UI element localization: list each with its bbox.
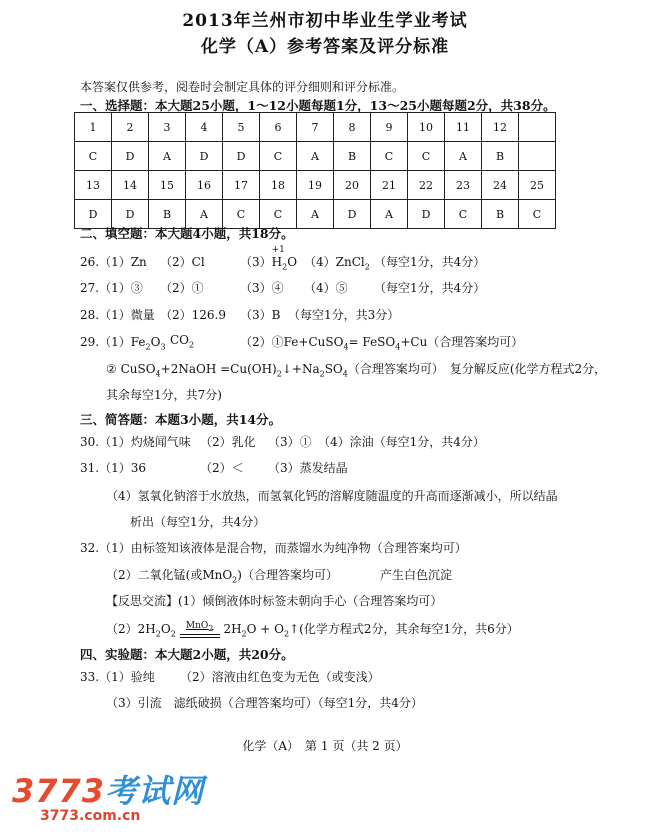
q28-part3: （3）B [240, 308, 281, 322]
answer-cell: D [408, 200, 445, 229]
answer-cell: D [112, 200, 149, 229]
answer-cell: C [260, 142, 297, 171]
question-number-cell: 13 [75, 171, 112, 200]
question-number-cell: 11 [445, 113, 482, 142]
q30-part4: （4）涂油（每空1分，共4分） [318, 435, 485, 449]
choice-answer-table [74, 112, 556, 229]
section2-title: 二、填空题：本大题4小题，共18分。 [80, 226, 294, 241]
q31-score: 析出（每空1分，共4分） [130, 515, 266, 529]
answer-cell: B [482, 142, 519, 171]
q32-part2b: 产生白色沉淀 [380, 568, 453, 582]
answer-cell: A [371, 200, 408, 229]
q30-part3: （3）① [268, 435, 312, 449]
q27-part4: （4）⑤ [304, 281, 348, 295]
q28-part1: 28.（1）微量 [80, 308, 155, 322]
q31-part3: （3）蒸发结晶 [268, 461, 348, 475]
question-number-cell: 6 [260, 113, 297, 142]
q29-part2: （2）①Fe+CuSO$_4$= FeSO$_4$+Cu（合理答案均可） [240, 335, 524, 352]
section1-title: 一、选择题：本大题25小题，1～12小题每题1分，13～25小题每题2分，共38分。 [80, 98, 556, 113]
q29-part2-equation: ② CuSO$_4$+2NaOH $=Cu(OH)_2↓+Na_2SO_4$（合理答案均可） 复分解反应(化学方程式2分， [106, 362, 607, 379]
answer-cell: C [223, 200, 260, 229]
question-number-cell: 14 [112, 171, 149, 200]
q32-equation: $(2)2H_2O_2$ MnO$_2$ $2H_2O$ + $O_2↑$(化学方程式2分，其余每空1分，共6分） [106, 620, 519, 639]
q28-part2: （2）126.9 [160, 308, 226, 322]
answer-cell: D [334, 200, 371, 229]
answer-cell: C [445, 200, 482, 229]
answer-cell: C [408, 142, 445, 171]
question-number-cell: 10 [408, 113, 445, 142]
q28-score: （每空1分，共3分） [288, 308, 400, 322]
answer-cell: D [186, 142, 223, 171]
answer-cell: D [223, 142, 260, 171]
answer-cell: A [149, 142, 186, 171]
question-number-cell: 9 [371, 113, 408, 142]
question-number-cell: 8 [334, 113, 371, 142]
answer-cell: D [75, 200, 112, 229]
q33-part2: （2）溶液由红色变为无色（或变浅） [180, 670, 380, 684]
reaction-condition: MnO$_2$ [180, 621, 220, 639]
watermark-url: 3773.com.cn [40, 808, 141, 824]
answer-cell: C [75, 142, 112, 171]
q33-part1: 33.（1）验纯 [80, 670, 155, 684]
section4-title: 四、实验题：本大题2小题，共20分。 [80, 647, 294, 662]
question-number-cell: 7 [297, 113, 334, 142]
q32-reflection: 【反思交流】(1）倾倒液体时标签未朝向手心（合理答案均可） [106, 594, 443, 608]
q31-part4: （4）氢氧化钠溶于水放热，而氢氧化钙的溶解度随温度的升高而逐渐减小，所以结晶 [106, 489, 558, 503]
page-footer: 化学（A） 第 1 页（共 2 页） [242, 739, 408, 753]
q31-part1: 31.（1）36 [80, 461, 146, 475]
answer-cell: C [519, 200, 556, 229]
answer-cell: A [445, 142, 482, 171]
q32-part1: 32.（1）由标签知该液体是混合物，而蒸馏水为纯净物（合理答案均可） [80, 541, 467, 555]
table-empty-cell [519, 113, 556, 142]
q30-part2: （2）乳化 [200, 435, 256, 449]
question-number-cell: 25 [519, 171, 556, 200]
q26-score: （每空1分，共4分） [374, 255, 486, 269]
q27-part2: （2）① [160, 281, 204, 295]
q30-part1: 30.（1）灼烧闻气味 [80, 435, 191, 449]
q33-part3: （3）引流 滤纸破损（合理答案均可）（每空1分，共4分） [106, 696, 423, 710]
q29-part1: $29.(1)Fe_2O_3$ [80, 335, 166, 352]
question-number-cell: 20 [334, 171, 371, 200]
q27-score: （每空1分，共4分） [374, 281, 486, 295]
question-number-cell: 1 [75, 113, 112, 142]
question-number-cell: 17 [223, 171, 260, 200]
table-empty-cell [519, 142, 556, 171]
question-number-cell: 2 [112, 113, 149, 142]
q26-part2: （2）Cl [160, 255, 205, 269]
q27-part1: 27.（1）③ [80, 281, 143, 295]
exam-title: 2013年兰州市初中毕业生学业考试 [182, 11, 468, 31]
answer-cell: C [260, 200, 297, 229]
q29-part1b: $CO_2$ [170, 333, 195, 350]
q29-score: 其余每空1分，共7分) [106, 388, 222, 402]
q26-part4: （4）ZnCl$_2$ [304, 255, 370, 272]
answer-cell: A [297, 200, 334, 229]
answer-cell: B [482, 200, 519, 229]
question-number-cell: 12 [482, 113, 519, 142]
question-number-cell: 22 [408, 171, 445, 200]
q27-part3: （3）④ [240, 281, 284, 295]
question-number-cell: 16 [186, 171, 223, 200]
answer-cell: B [149, 200, 186, 229]
intro-note: 本答案仅供参考，阅卷时会制定具体的评分细则和评分标准。 [80, 80, 405, 94]
answer-cell: B [334, 142, 371, 171]
question-number-cell: 23 [445, 171, 482, 200]
answer-key-title: 化学（A）参考答案及评分标准 [200, 37, 450, 57]
question-number-cell: 18 [260, 171, 297, 200]
answer-cell: A [186, 200, 223, 229]
question-number-cell: 19 [297, 171, 334, 200]
answer-cell: A [297, 142, 334, 171]
question-number-cell: 3 [149, 113, 186, 142]
question-number-cell: 5 [223, 113, 260, 142]
q31-part2: （2）＜ [200, 461, 244, 475]
q26-part3: （3） +1 $H_2O$ [240, 245, 298, 272]
question-number-cell: 24 [482, 171, 519, 200]
q32-part2: （2）二氧化锰(或MnO$_2$)（合理答案均可） [106, 568, 338, 585]
question-number-cell: 21 [371, 171, 408, 200]
watermark-logo: 3773考试网 [12, 772, 205, 810]
question-number-cell: 15 [149, 171, 186, 200]
section3-title: 三、简答题：本题3小题，共14分。 [80, 412, 282, 427]
answer-cell: C [371, 142, 408, 171]
question-number-cell: 4 [186, 113, 223, 142]
q26-part1: 26.（1）Zn [80, 255, 147, 269]
answer-cell: D [112, 142, 149, 171]
